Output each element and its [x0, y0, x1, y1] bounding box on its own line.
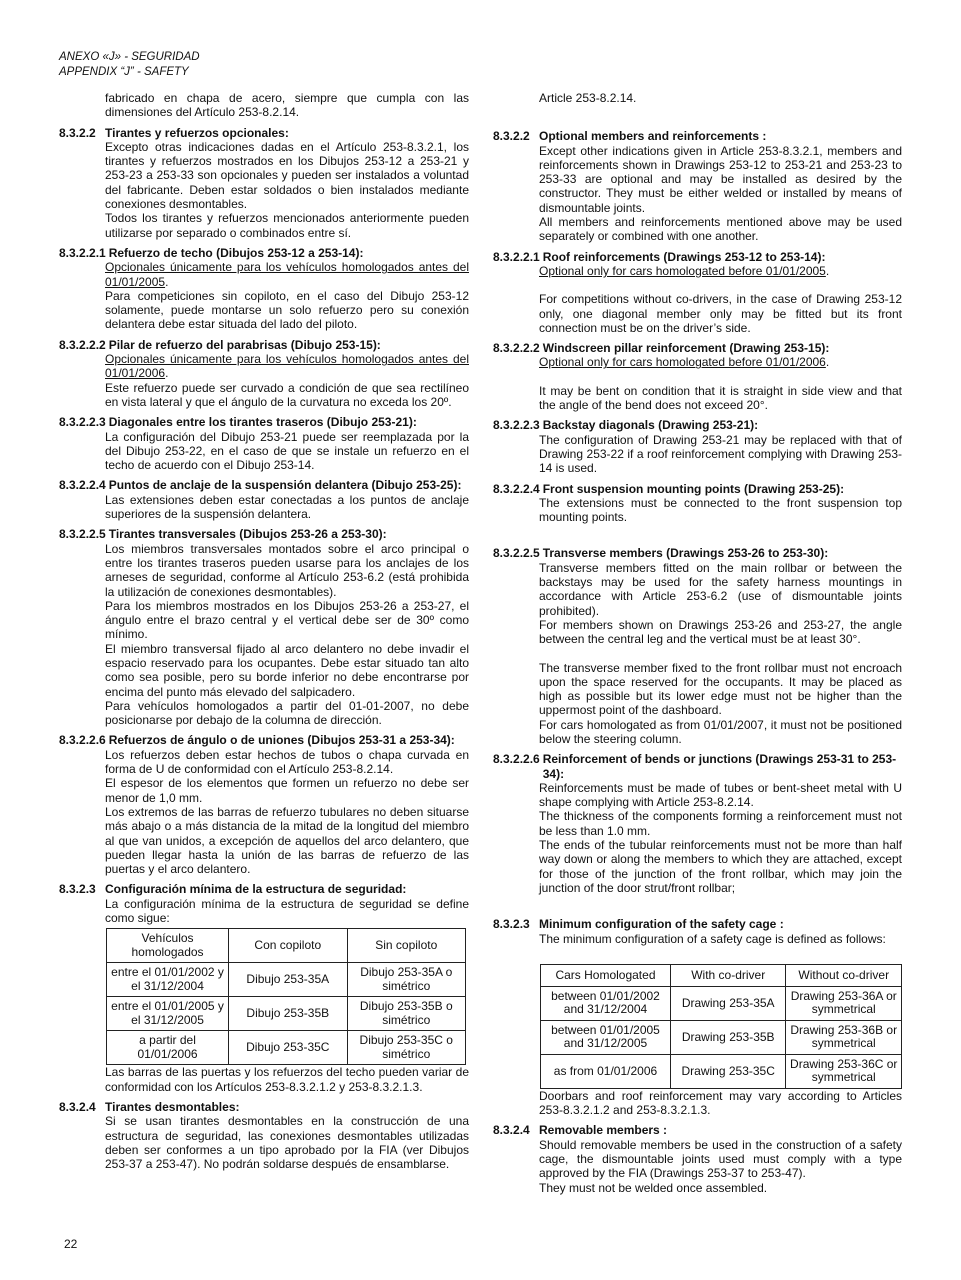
section-title: Backstay diagonals (Drawing 253-21): [542, 418, 759, 433]
paragraph: Para competiciones sin copiloto, en el caso del Dibujo 253-12 solamente, puede montarse un solo refuerzo pero su conexión delantera debe estar situada del lado del piloto. [105, 288, 469, 332]
paragraph: Las barras de las puertas y los refuerzos del techo pueden variar de conformidad con los Artículos 253-8.3.2.1.2 y 253-8.3.2.1.3. [105, 1065, 469, 1094]
table-cell: Dibujo 253-35A [229, 963, 347, 997]
english-column [493, 91, 902, 1201]
section-title: Puntos de anclaje de la suspensión delantera (Dibujo 253-25): [108, 478, 462, 493]
config-table [540, 964, 902, 1089]
section-number: 8.3.2.2.1 [59, 245, 106, 260]
section-8-3-2-2-4 [493, 482, 902, 525]
section-8-3-2-2-6 [493, 752, 902, 895]
table-header: Sin copiloto [347, 929, 465, 963]
section-number: 8.3.2.4 [59, 1099, 96, 1114]
paragraph: Para vehículos homologados a partir del 01-01-2007, no debe posicionarse por debajo de la columna de dirección. [105, 698, 469, 728]
section-8-3-2-4 [493, 1123, 902, 1194]
section-8-3-2-2-2: 8.3.2.2.2 Pilar de refuerzo del parabrisas (Dibujo 253-15): Opcionales únicamente para los vehículos homologados antes del 01/01/2006. Este refuerzo puede ser curvado a condición de que sea rectilíneo en vista lateral y que el ángulo de la curvatura no exceda los 20º. [59, 337, 469, 409]
paragraph: Except other indications given in Article 253-8.3.2.1, members and reinforcements shown in Drawings 253-12 to 253-21 and 253-23 to 253-33 are optional and may be installed as desired by the constructor. They must be either welded or installed by means of dismountable joints. [539, 143, 902, 215]
section-number: 8.3.2.2.5 [493, 546, 540, 561]
paragraph: Doorbars and roof reinforcement may vary according to Articles 253-8.3.2.1.2 and 253-8.3.2.1.3. [539, 1088, 902, 1118]
spanish-column [59, 91, 469, 1177]
table-cell: Drawing 253-35A [670, 986, 786, 1020]
table-row [541, 1054, 902, 1088]
header-english: APPENDIX “J” - SAFETY [59, 66, 189, 78]
paragraph: The minimum configuration of a safety cage is defined as follows: [539, 931, 886, 946]
section-number: 8.3.2.2.2 [493, 341, 540, 356]
paragraph: Should removable members be used in the construction of a safety cage, the dismountable joints used must comply with a type approved by the FIA (Drawings 253-37 to 253-47). [539, 1137, 902, 1181]
paragraph: Los extremos de las barras de refuerzo tubulares no deben situarse más abajo o a más distancia de la mitad de la longitud del miembro al que van unidos, a excepción de aquellos del arco delantero, que pueden llegar hasta la unión de las barras de refuerzo de las puertas y el arco delantero. [105, 804, 469, 877]
underlined-note: Opcionales únicamente para los vehículos homologados antes del 01/01/2005 [105, 260, 469, 289]
section-title: Reinforcement of bends or junctions (Drawings 253-31 to 253-34): [542, 752, 897, 781]
section-title: Windscreen pillar reinforcement (Drawing 253-15): [542, 341, 830, 356]
section-title: Tirantes y refuerzos opcionales: [105, 125, 289, 140]
table-cell: Drawing 253-35C [670, 1054, 786, 1088]
table-cell: Dibujo 253-35C o simétrico [347, 1031, 465, 1065]
section-title: Tirantes transversales (Dibujos 253-26 a 253-30): [108, 527, 387, 542]
table-cell: between 01/01/2002 and 31/12/2004 [541, 986, 671, 1020]
section-number: 8.3.2.2.3 [493, 418, 540, 433]
section-number: 8.3.2.2.4 [493, 481, 540, 496]
page-header [59, 50, 200, 80]
paragraph: They must not be welded once assembled. [539, 1180, 768, 1195]
table-row [541, 1020, 902, 1054]
section-8-3-2-3 [59, 882, 469, 1093]
underlined-note: Optional only for cars homologated before 01/01/2006 [539, 355, 826, 370]
table-row [107, 1031, 466, 1065]
table-row [107, 997, 466, 1031]
paragraph: The configuration of Drawing 253-21 may be replaced with that of Drawing 253-22 if a roof reinforcement complying with Drawing 253-14 is used. [539, 432, 902, 476]
section-number: 8.3.2.2 [493, 129, 530, 144]
section-title: Tirantes desmontables: [105, 1099, 240, 1114]
section-number: 8.3.2.2.6 [59, 733, 106, 748]
table-cell: Drawing 253-36C or symmetrical [786, 1054, 902, 1088]
section-8-3-2-2-5 [493, 546, 902, 746]
section-8-3-2-2-6 [59, 733, 469, 876]
page-number: 22 [64, 1237, 78, 1251]
section-number: 8.3.2.2.2 [59, 337, 106, 352]
section-8-3-2-2-4 [59, 478, 469, 521]
section-number: 8.3.2.2.3 [59, 415, 106, 430]
paragraph: El espesor de los elementos que formen un refuerzo no debe ser menor de 1,0 mm. [105, 776, 469, 805]
section-title: Configuración mínima de la estructura de seguridad: [105, 882, 407, 897]
section-8-3-2-2-1: 8.3.2.2.1 Refuerzo de techo (Dibujos 253-12 a 253-14): Opcionales únicamente para los vehículos homologados antes del 01/01/2005. Para competiciones sin copiloto, en el caso del Dibujo 253-12 solamente, puede montarse un solo refuerzo pero su conexión delantera debe estar situada del lado del piloto. [59, 245, 469, 332]
underlined-note: Optional only for cars homologated before 01/01/2005 [539, 263, 826, 278]
section-8-3-2-2-3 [59, 415, 469, 472]
section-title: Pilar de refuerzo del parabrisas (Dibujo 253-15): [108, 337, 381, 352]
section-title: Refuerzos de ángulo o de uniones (Dibujos 253-31 a 253-34): [108, 733, 455, 748]
section-title: Minimum configuration of the safety cage : [539, 917, 784, 932]
paragraph: Este refuerzo puede ser curvado a condición de que sea rectilíneo en vista lateral y que el ángulo de la curvatura no exceda los 20º. [105, 380, 469, 409]
paragraph: Transverse members fitted on the main rollbar or between the backstays may be used for the safety harness mountings in accordance with Article 253-6.2 (use of dismountable joints prohibited). [539, 560, 902, 618]
section-8-3-2-2 [493, 129, 902, 243]
paragraph: The thickness of the components forming a reinforcement must not be less than 1.0 mm. [539, 809, 902, 838]
table-cell: Dibujo 253-35B o simétrico [347, 997, 465, 1031]
table-cell: Dibujo 253-35C [229, 1031, 347, 1065]
section-number: 8.3.2.2.5 [59, 527, 106, 542]
paragraph: El miembro transversal fijado al arco delantero no debe invadir el espacio reservado para los ocupantes. Debe estar situado tan alto como sea posible, pero su borde inferior no debe encontrarse por encima del punto más elevado del salpicadero. [105, 641, 469, 699]
section-title: Front suspension mounting points (Drawing 253-25): [542, 481, 845, 496]
table-cell: Drawing 253-36A or symmetrical [786, 986, 902, 1020]
paragraph: All members and reinforcements mentioned above may be used separately or combined with one another. [539, 215, 902, 244]
section-number: 8.3.2.3 [493, 917, 530, 932]
section-number: 8.3.2.4 [493, 1123, 530, 1138]
section-title: Refuerzo de techo (Dibujos 253-12 a 253-14): [108, 245, 364, 260]
paragraph: It may be bent on condition that it is straight in side view and that the angle of the bend does not exceed 20°. [539, 383, 902, 413]
paragraph: For cars homologated as from 01/01/2007, it must not be positioned below the steering column. [539, 717, 902, 746]
table-cell: Drawing 253-35B [670, 1020, 786, 1054]
section-8-3-2-4 [59, 1100, 469, 1171]
paragraph: The transverse member fixed to the front rollbar must not encroach upon the space reserved for the occupants. It may be placed as high as possible but its lower edge must not be higher than the uppermost point of the dashboard. [539, 660, 902, 718]
section-8-3-2-2-3 [493, 418, 902, 475]
paragraph: Excepto otras indicaciones dadas en el Artículo 253-8.3.2.1, los tirantes y refuerzos mostrados en los Dibujos 253-12 a 253-21 y 253-23 a 253-33 son opcionales y pueden ser instalados a voluntad del fabricante. Deben estar soldados o bien instalados mediante conexiones desmontables. [105, 139, 469, 212]
section-8-3-2-2 [59, 126, 469, 240]
paragraph: For members shown on Drawings 253-26 and 253-27, the angle between the central leg and the vertical must be at least 30°. [539, 617, 902, 647]
section-title: Diagonales entre los tirantes traseros (Dibujo 253-21): [108, 415, 417, 430]
section-8-3-2-2-2: 8.3.2.2.2 Windscreen pillar reinforcement (Drawing 253-15): Optional only for cars homologated before 01/01/2006. It may be bent on condition that it is straight in side view and that the angle of the bend does not exceed 20°. [493, 341, 902, 413]
table-header: With co-driver [670, 964, 786, 986]
table-cell: entre el 01/01/2002 y el 31/12/2004 [107, 963, 229, 997]
section-title: Roof reinforcements (Drawings 253-12 to 253-14): [542, 249, 826, 264]
table-cell: Dibujo 253-35B [229, 997, 347, 1031]
table-cell: as from 01/01/2006 [541, 1054, 671, 1088]
section-number: 8.3.2.2.1 [493, 249, 540, 264]
intro-text: fabricado en chapa de acero, siempre que cumpla con las dimensiones del Artículo 253-8.2.14. [105, 91, 469, 120]
table-header: Without co-driver [786, 964, 902, 986]
table-row [107, 963, 466, 997]
paragraph: Para los miembros mostrados en los Dibujos 253-26 a 253-27, el ángulo entre el brazo central y el vertical debe ser de 30º como mínimo. [105, 598, 469, 642]
intro-text: Article 253-8.2.14. [539, 91, 637, 105]
section-8-3-2-3 [493, 917, 902, 1117]
table-header: Vehículos homologados [107, 929, 229, 963]
table-cell: Drawing 253-36B or symmetrical [786, 1020, 902, 1054]
section-number: 8.3.2.2.4 [59, 478, 106, 493]
paragraph: For competitions without co-drivers, in the case of Drawing 253-12 only, one diagonal member only may be fitted but its front connection must be on the driver’s side. [539, 292, 902, 335]
paragraph: Reinforcements must be made of tubes or bent-sheet metal with U shape complying with Article 253-8.2.14. [539, 780, 902, 810]
paragraph: The extensions must be connected to the front suspension top mounting points. [539, 495, 902, 525]
table-row [541, 986, 902, 1020]
section-number: 8.3.2.2.6 [493, 752, 540, 767]
paragraph: La configuración del Dibujo 253-21 puede ser reemplazada por la del Dibujo 253-22, en el caso de que se instale un refuerzo en el techo de acuerdo con el Dibujo 253-14. [105, 429, 469, 473]
section-title: Removable members : [539, 1123, 668, 1138]
config-table [106, 928, 466, 1065]
table-cell: Dibujo 253-35A o simétrico [347, 963, 465, 997]
paragraph: La configuración mínima de la estructura de seguridad se define como sigue: [105, 896, 469, 926]
paragraph: Si se usan tirantes desmontables en la construcción de una estructura de seguridad, las conexiones desmontables utilizadas deben ser conformes a un tipo aprobado por la FIA (ver Dibujos 253-37 a 253-47). No podrán soldarse después de ensamblarse. [105, 1114, 469, 1172]
section-number: 8.3.2.2 [59, 125, 96, 140]
table-cell: between 01/01/2005 and 31/12/2005 [541, 1020, 671, 1054]
paragraph: The ends of the tubular reinforcements must not be more than half way down or along the members to which they are attached, except for those of the junction of the front rollbar, which may join the junction of the door strut/front rollbar; [539, 838, 902, 895]
header-spanish: ANEXO «J» - SEGURIDAD [59, 51, 200, 63]
section-title: Optional members and reinforcements : [539, 129, 767, 144]
paragraph: Las extensiones deben estar conectadas a los puntos de anclaje superiores de la suspensión delantera. [105, 492, 469, 522]
section-8-3-2-2-5 [59, 527, 469, 727]
section-8-3-2-2-1: 8.3.2.2.1 Roof reinforcements (Drawings 253-12 to 253-14): Optional only for cars homologated before 01/01/2005. For competitions without co-drivers, in the case of Drawing 253-12 only, one diagonal member only may be fitted but its front connection must be on the driver’s side. [493, 249, 902, 335]
paragraph: Los miembros transversales montados sobre el arco principal o entre los tirantes traseros pueden usarse para los anclajes de los arneses de seguridad, conforme al Artículo 253-6.2 (está prohibida la utilización de conexiones desmontables). [105, 541, 469, 599]
table-cell: entre el 01/01/2005 y el 31/12/2005 [107, 997, 229, 1031]
table-cell: a partir del 01/01/2006 [107, 1031, 229, 1065]
section-number: 8.3.2.3 [59, 882, 96, 897]
section-title: Transverse members (Drawings 253-26 to 253-30): [542, 546, 829, 561]
paragraph: Los refuerzos deben estar hechos de tubos o chapa curvada en forma de U de conformidad con el Artículo 253-8.2.14. [105, 747, 469, 777]
table-header: Con copiloto [229, 929, 347, 963]
table-header: Cars Homologated [541, 964, 671, 986]
underlined-note: Opcionales únicamente para los vehículos homologados antes del 01/01/2006 [105, 352, 469, 381]
paragraph: Todos los tirantes y refuerzos mencionados anteriormente pueden utilizarse por separado o combinados entre sí. [105, 211, 469, 240]
